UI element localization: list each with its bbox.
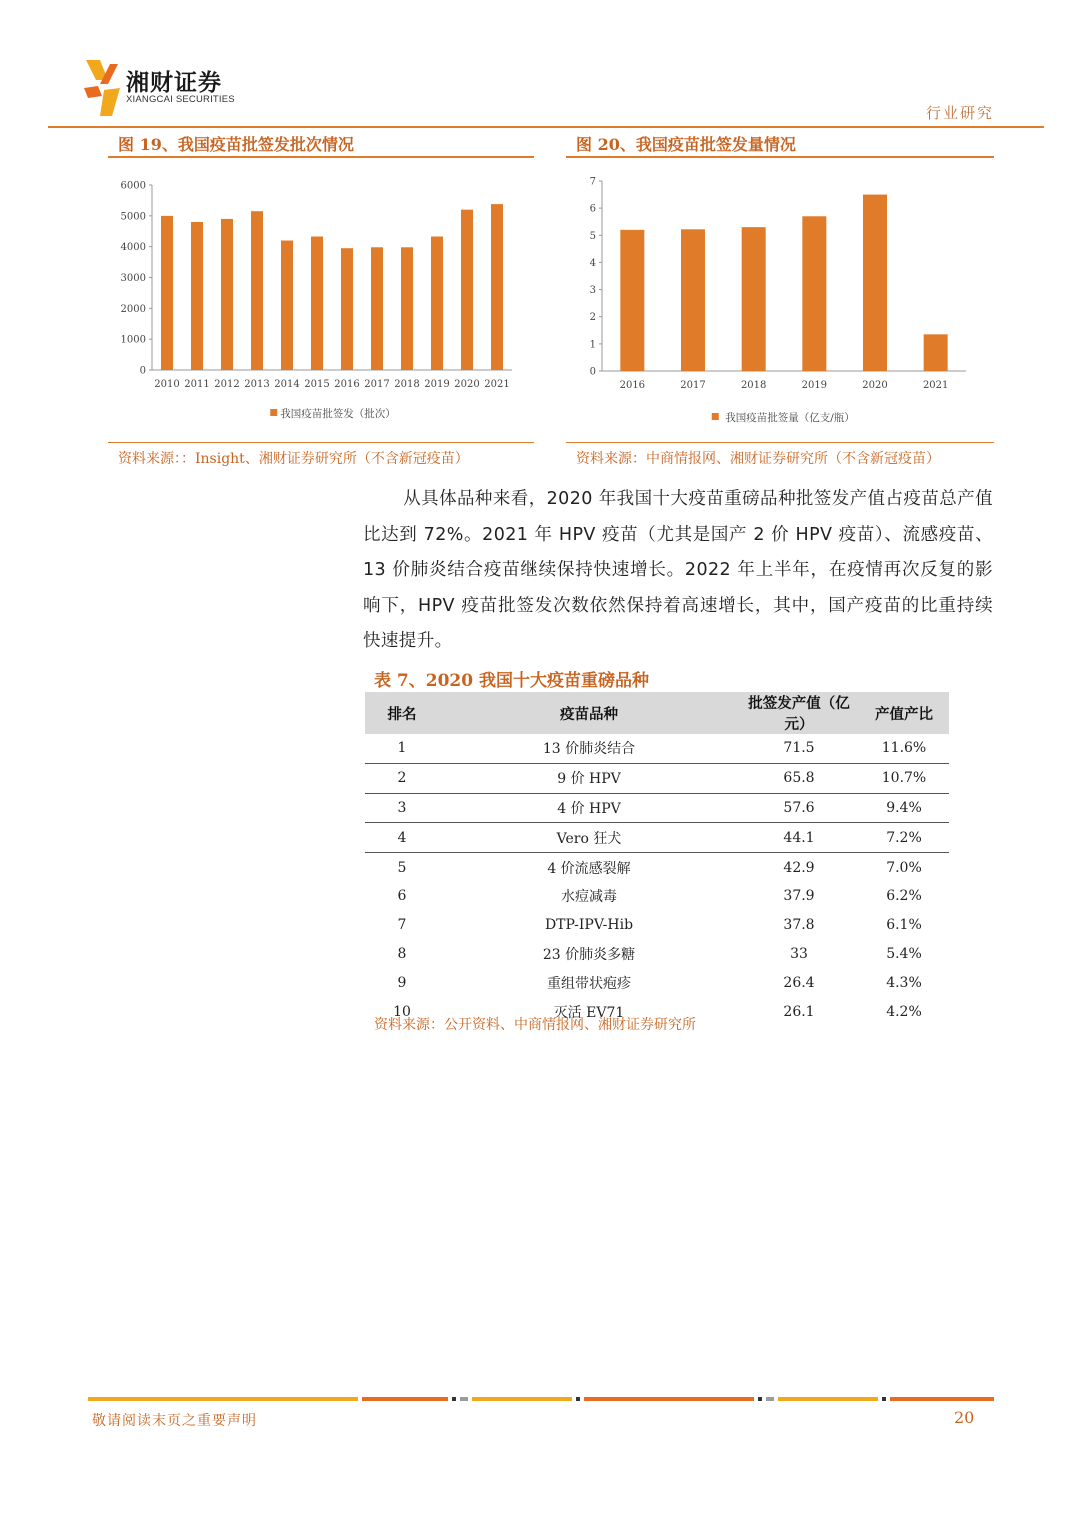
cell-value: 65.8 (739, 763, 859, 793)
bar (221, 219, 233, 370)
bar (461, 210, 473, 370)
footer-stripe (88, 1397, 994, 1401)
header-rank: 排名 (365, 692, 439, 734)
cell-share: 4.3% (886, 974, 922, 991)
cell-rank: 6 (397, 888, 407, 905)
y-tick-label: 5 (589, 230, 596, 242)
x-tick-label: 2019 (801, 380, 828, 391)
cell-value: 37.8 (783, 917, 815, 934)
bar (681, 229, 705, 371)
table-row (365, 793, 949, 823)
header-value: 批签发产值（亿元） (739, 692, 859, 734)
cell-vaccine: 重组带状疱疹 (547, 975, 631, 992)
cell-share: 4.2% (886, 1003, 922, 1020)
report-category: 行业研究 (926, 104, 995, 122)
x-tick-label: 2017 (364, 379, 390, 390)
figure-20-rule (566, 156, 994, 158)
x-tick-label: 2011 (184, 379, 210, 390)
y-tick-label: 1 (589, 339, 596, 351)
bar (251, 211, 263, 370)
table-row (365, 911, 949, 940)
xiangcai-logo-icon (82, 58, 122, 118)
y-tick-label: 7 (589, 176, 596, 188)
cell-vaccine: 4 价流感裂解 (547, 860, 631, 877)
cell-value: 57.6 (739, 793, 859, 823)
table-header-row (365, 692, 949, 734)
footer-disclaimer: 敬请阅读末页之重要声明 (92, 1413, 257, 1429)
header-divider (48, 126, 1044, 128)
brand-name-en: XIANGCAI SECURITIES (126, 94, 235, 105)
bar (924, 334, 948, 371)
bar (341, 248, 353, 370)
table-row (365, 763, 949, 793)
cell-share: 7.0% (886, 859, 922, 876)
cell-rank: 3 (365, 793, 439, 823)
bar (863, 195, 887, 371)
cell-value: 33 (790, 945, 808, 962)
cell-rank: 4 (365, 823, 439, 853)
y-tick-label: 1000 (120, 334, 146, 346)
table-7-title: 表 7、2020 我国十大疫苗重磅品种 (374, 671, 649, 691)
x-tick-label: 2013 (244, 379, 270, 390)
x-tick-label: 2015 (304, 379, 330, 390)
cell-vaccine: 灭活 EV71 (553, 1004, 625, 1021)
cell-value: 26.4 (783, 974, 815, 991)
y-tick-label: 4 (589, 257, 596, 269)
brand-name: 湘财证券 (126, 70, 222, 96)
x-tick-label: 2020 (454, 379, 480, 390)
figure-20-source: 资料来源：中商情报网、湘财证券研究所（不含新冠疫苗） (576, 451, 940, 467)
legend-label: 我国疫苗批签发（批次） (280, 408, 396, 420)
y-tick-label: 2 (589, 312, 596, 324)
y-tick-label: 0 (139, 365, 146, 377)
table-row (365, 940, 949, 969)
x-tick-label: 2021 (484, 379, 510, 390)
bar (161, 216, 173, 370)
vaccine-table (365, 692, 949, 1026)
cell-share: 10.7% (859, 763, 949, 793)
cell-value: 71.5 (739, 734, 859, 763)
x-tick-label: 2019 (424, 379, 450, 390)
y-tick-label: 3000 (120, 273, 146, 284)
page-number: 20 (954, 1408, 975, 1427)
cell-rank: 5 (397, 859, 407, 876)
x-tick-label: 2018 (740, 380, 767, 391)
x-tick-label: 2010 (154, 379, 180, 390)
bar (281, 241, 293, 371)
figure-19-chart (108, 165, 534, 440)
x-tick-label: 2016 (619, 380, 646, 391)
y-tick-label: 3 (589, 285, 596, 297)
cell-share: 7.2% (859, 823, 949, 853)
cell-rank: 9 (397, 974, 407, 991)
table-row (365, 734, 949, 763)
legend-swatch (270, 409, 277, 416)
figure-20-title: 图 20、我国疫苗批签发量情况 (576, 135, 796, 154)
y-tick-label: 4000 (120, 242, 146, 254)
cell-value: 42.9 (783, 859, 815, 876)
x-tick-label: 2017 (680, 380, 706, 391)
bar (311, 236, 323, 370)
legend-label: 我国疫苗批签量（亿支/瓶） (725, 412, 855, 424)
y-tick-label: 2000 (120, 303, 146, 315)
table-7-source: 资料来源：公开资料、中商情报网、湘财证券研究所 (374, 1017, 696, 1033)
cell-share: 9.4% (859, 793, 949, 823)
cell-value: 37.9 (783, 888, 815, 905)
cell-vaccine: 4 价 HPV (439, 793, 739, 823)
x-tick-label: 2014 (274, 379, 300, 390)
cell-share: 6.1% (886, 917, 922, 934)
header-vaccine: 疫苗品种 (439, 692, 739, 734)
cell-rank: 10 (393, 1003, 411, 1020)
figure-20-chart (566, 165, 994, 440)
cell-vaccine: 水痘减毒 (561, 889, 617, 906)
bar (742, 227, 766, 371)
bar (401, 247, 413, 370)
y-tick-label: 6000 (120, 180, 146, 192)
bar (431, 236, 443, 370)
y-tick-label: 0 (589, 366, 596, 378)
y-tick-label: 6 (589, 203, 596, 215)
figure-19-source-rule (108, 442, 534, 443)
bar (620, 230, 644, 371)
cell-vaccine: 13 价肺炎结合 (439, 734, 739, 763)
cell-rank: 8 (397, 945, 407, 962)
figure-19-rule (108, 156, 534, 158)
legend-swatch (712, 413, 719, 420)
cell-value: 44.1 (739, 823, 859, 853)
cell-vaccine: 23 价肺炎多糖 (542, 946, 636, 963)
cell-vaccine: Vero 狂犬 (439, 823, 739, 853)
table-row (365, 968, 949, 997)
figure-20-source-rule (566, 442, 994, 443)
figure-19-title: 图 19、我国疫苗批签发批次情况 (118, 135, 354, 154)
x-tick-label: 2021 (922, 380, 949, 391)
table-row (365, 853, 949, 882)
bar (191, 222, 203, 370)
cell-rank: 7 (397, 917, 407, 934)
header-share: 产值产比 (859, 692, 949, 734)
table-row (365, 823, 949, 853)
x-tick-label: 2012 (214, 379, 240, 390)
x-tick-label: 2018 (394, 379, 420, 390)
x-tick-label: 2020 (862, 380, 888, 391)
cell-rank: 2 (365, 763, 439, 793)
cell-share: 11.6% (859, 734, 949, 763)
cell-vaccine: DTP-IPV-Hib (544, 917, 634, 934)
cell-vaccine: 9 价 HPV (439, 763, 739, 793)
cell-value: 26.1 (783, 1003, 815, 1020)
cell-share: 5.4% (886, 945, 922, 962)
cell-share: 6.2% (886, 888, 922, 905)
bar (802, 216, 826, 371)
bar (371, 247, 383, 370)
y-tick-label: 5000 (120, 211, 146, 223)
x-tick-label: 2016 (334, 379, 360, 390)
body-paragraph: 从具体品种来看，2020 年我国十大疫苗重磅品种批签发产值占疫苗总产值比达到 72%。2021 年 HPV 疫苗（尤其是国产 2 价 HPV 疫苗）、流感疫苗、13 价肺炎结合疫苗继续保持快速增长。2022 年上半年，在疫情再次反复的影响下，HPV 疫苗批签发次数依然保持着高速增长，其中，国产疫苗的比重持续快速提升。 (363, 489, 993, 651)
cell-rank: 1 (365, 734, 439, 763)
bar (491, 204, 503, 370)
figure-19-source: 资料来源：：Insight、湘财证券研究所（不含新冠疫苗） (118, 451, 469, 467)
table-row (365, 882, 949, 911)
